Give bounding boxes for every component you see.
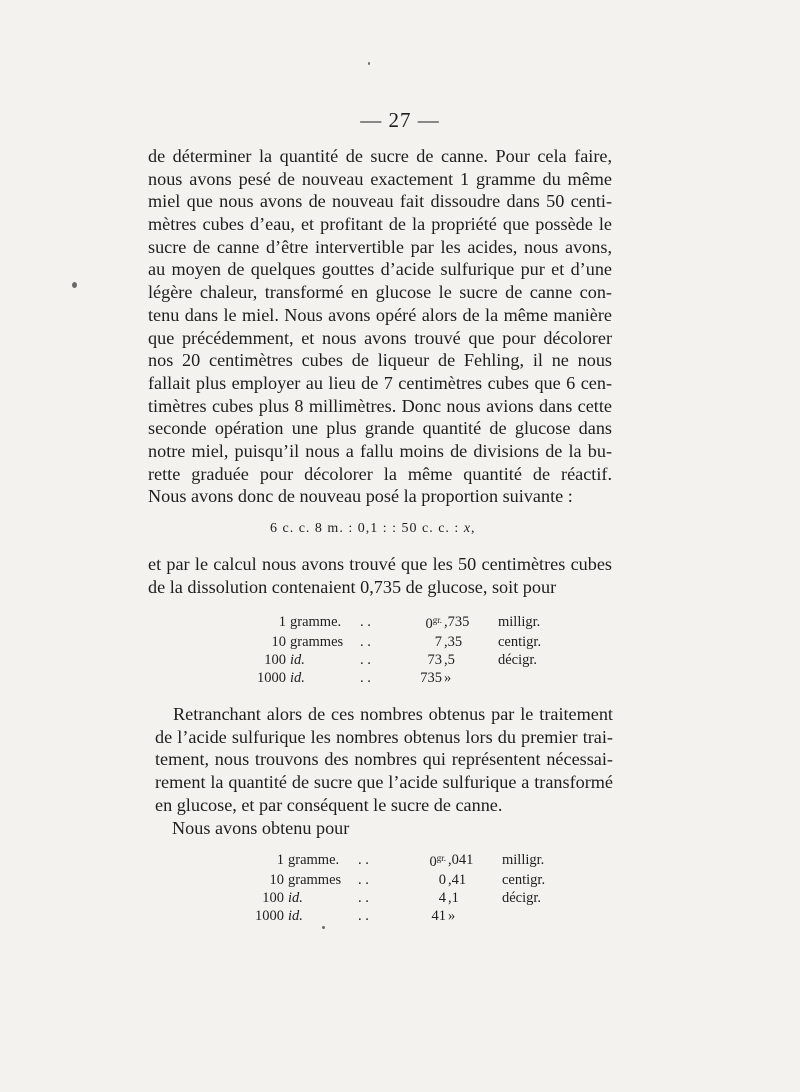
dots-cell: . . bbox=[358, 852, 369, 868]
results-intro: Nous avons obtenu pour bbox=[172, 818, 350, 838]
text-line: Nous avons donc de nouveau posé la proportion suivante : bbox=[148, 486, 573, 507]
text-line: de la dissolution contenaient 0,735 de glucose, soit pour bbox=[148, 576, 557, 597]
text-line: rette graduée pour décolorer la même quantité de réactif. bbox=[148, 463, 612, 484]
dots-cell: . . bbox=[360, 670, 371, 686]
quantity-cell: 10 bbox=[271, 634, 286, 650]
text-line: de l’acide sulfurique les nombres obtenus lors du premier trai- bbox=[155, 726, 613, 747]
text-line: tenu dans le miel. Nous avons opéré alors de la même manière bbox=[148, 304, 612, 325]
paragraph-subtraction bbox=[155, 703, 613, 816]
text-line: et par le calcul nous avons trouvé que les 50 centimètres cubes bbox=[148, 554, 612, 574]
integer-cell: 73 bbox=[427, 652, 442, 668]
unit-cell: gramme. bbox=[288, 852, 340, 868]
quantity-cell: 1 bbox=[278, 614, 286, 630]
suffix-cell: centigr. bbox=[498, 634, 542, 650]
dots-cell: . . bbox=[360, 634, 371, 650]
quantity-cell: 10 bbox=[269, 872, 284, 888]
ink-spot bbox=[322, 926, 325, 929]
text-line: timètres cubes plus 8 millimètres. Donc nous avions dans cette bbox=[148, 395, 612, 416]
text-line: miel que nous avons de nouveau fait dissoudre dans 50 centi- bbox=[148, 191, 612, 212]
text-line: tement, nous trouvons des nombres qui représentent nécessai- bbox=[155, 749, 613, 770]
table-row bbox=[250, 871, 545, 889]
dots-cell: . . bbox=[358, 908, 369, 924]
decimal-cell: ,1 bbox=[448, 890, 459, 906]
decimal-cell: ,5 bbox=[444, 652, 455, 668]
integer-cell: 0 bbox=[438, 872, 446, 888]
unit-cell: id. bbox=[290, 652, 305, 668]
dots-cell: . . bbox=[358, 890, 369, 906]
quantity-cell: 1000 bbox=[255, 908, 284, 924]
text-line: en glucose, et par conséquent le sucre de canne. bbox=[155, 794, 503, 815]
text-line: légère chaleur, transformé en glucose le sucre de canne con- bbox=[148, 282, 612, 303]
suffix-cell: centigr. bbox=[502, 872, 546, 888]
text-line: notre miel, puisqu’il nous a fallu moins de divisions de la bu- bbox=[148, 440, 612, 461]
quantity-cell: 100 bbox=[262, 890, 284, 906]
suffix-cell: milligr. bbox=[498, 614, 541, 630]
table-row bbox=[250, 907, 545, 925]
ink-spot bbox=[72, 282, 77, 288]
unit-cell: grammes bbox=[290, 634, 344, 650]
table-row bbox=[250, 849, 545, 871]
text-line: seconde opération une plus grande quantité de glucose dans bbox=[148, 418, 612, 439]
table-row bbox=[254, 633, 541, 651]
ink-spot bbox=[368, 62, 370, 65]
text-line: Retranchant alors de ces nombres obtenus par le traitement bbox=[173, 704, 613, 724]
suffix-cell: décigr. bbox=[498, 652, 538, 668]
text-line: mètres cubes d’eau, et profitant de la propriété que possède le bbox=[148, 214, 612, 235]
unit-cell: id. bbox=[288, 890, 303, 906]
dots-cell: . . bbox=[360, 614, 371, 630]
text-line: nos 20 centimètres cubes de liqueur de Fehling, il ne nous bbox=[148, 350, 612, 371]
text-line: au moyen de quelques gouttes d’acide sulfurique pur et d’une bbox=[148, 259, 612, 280]
text-line: nous avons pesé de nouveau exactement 1 gramme du même bbox=[148, 168, 612, 189]
table-row bbox=[254, 651, 541, 669]
glucose-table bbox=[254, 611, 541, 687]
integer-cell: 4 bbox=[438, 890, 446, 906]
decimal-cell: » bbox=[444, 670, 452, 686]
unit-cell: id. bbox=[288, 908, 303, 924]
paragraph-calculation bbox=[148, 553, 612, 598]
integer-cell: 41 bbox=[431, 908, 446, 924]
quantity-cell: 1000 bbox=[257, 670, 286, 686]
text-line: de déterminer la quantité de sucre de canne. Pour cela faire, bbox=[148, 146, 612, 166]
decimal-cell: ,735 bbox=[444, 614, 470, 630]
quantity-cell: 100 bbox=[264, 652, 286, 668]
unit-cell: gramme. bbox=[290, 614, 342, 630]
suffix-cell: décigr. bbox=[502, 890, 542, 906]
unit-cell: id. bbox=[290, 670, 305, 686]
dots-cell: . . bbox=[358, 872, 369, 888]
integer-cell: $0^{gr.}$ bbox=[429, 853, 446, 870]
table-row bbox=[250, 889, 545, 907]
decimal-cell: ,041 bbox=[448, 852, 474, 868]
dots-cell: . . bbox=[360, 652, 371, 668]
suffix-cell bbox=[498, 669, 541, 687]
proportion-formula: 6 c. c. 8 m. : 0,1 : : 50 c. c. : x, bbox=[270, 521, 476, 536]
integer-cell: 735 bbox=[420, 670, 442, 686]
integer-cell: 7 bbox=[434, 634, 442, 650]
decimal-cell: ,35 bbox=[444, 634, 463, 650]
cane-sugar-table bbox=[250, 849, 545, 925]
table-row bbox=[254, 669, 541, 687]
suffix-cell bbox=[502, 907, 545, 925]
page-number: — 27 — bbox=[360, 108, 440, 132]
grams-abbrev: gr. bbox=[432, 615, 442, 625]
suffix-cell: milligr. bbox=[502, 852, 545, 868]
table-row bbox=[254, 611, 541, 633]
text-line: rement la quantité de sucre que l’acide sulfurique a transformé bbox=[155, 772, 613, 793]
paragraph-determination bbox=[148, 145, 612, 508]
unit-cell: grammes bbox=[288, 872, 342, 888]
quantity-cell: 1 bbox=[276, 852, 284, 868]
integer-cell: $0^{gr.}$ bbox=[425, 615, 442, 632]
text-line: fallait plus employer au lieu de 7 centimètres cubes que 6 cen- bbox=[148, 372, 612, 393]
text-line: que précédemment, et nous avons trouvé que pour décolorer bbox=[148, 327, 612, 348]
grams-abbrev: gr. bbox=[436, 853, 446, 863]
decimal-cell: ,41 bbox=[448, 872, 467, 888]
decimal-cell: » bbox=[448, 908, 456, 924]
text-line: sucre de canne d’être intervertible par les acides, nous avons, bbox=[148, 236, 612, 257]
